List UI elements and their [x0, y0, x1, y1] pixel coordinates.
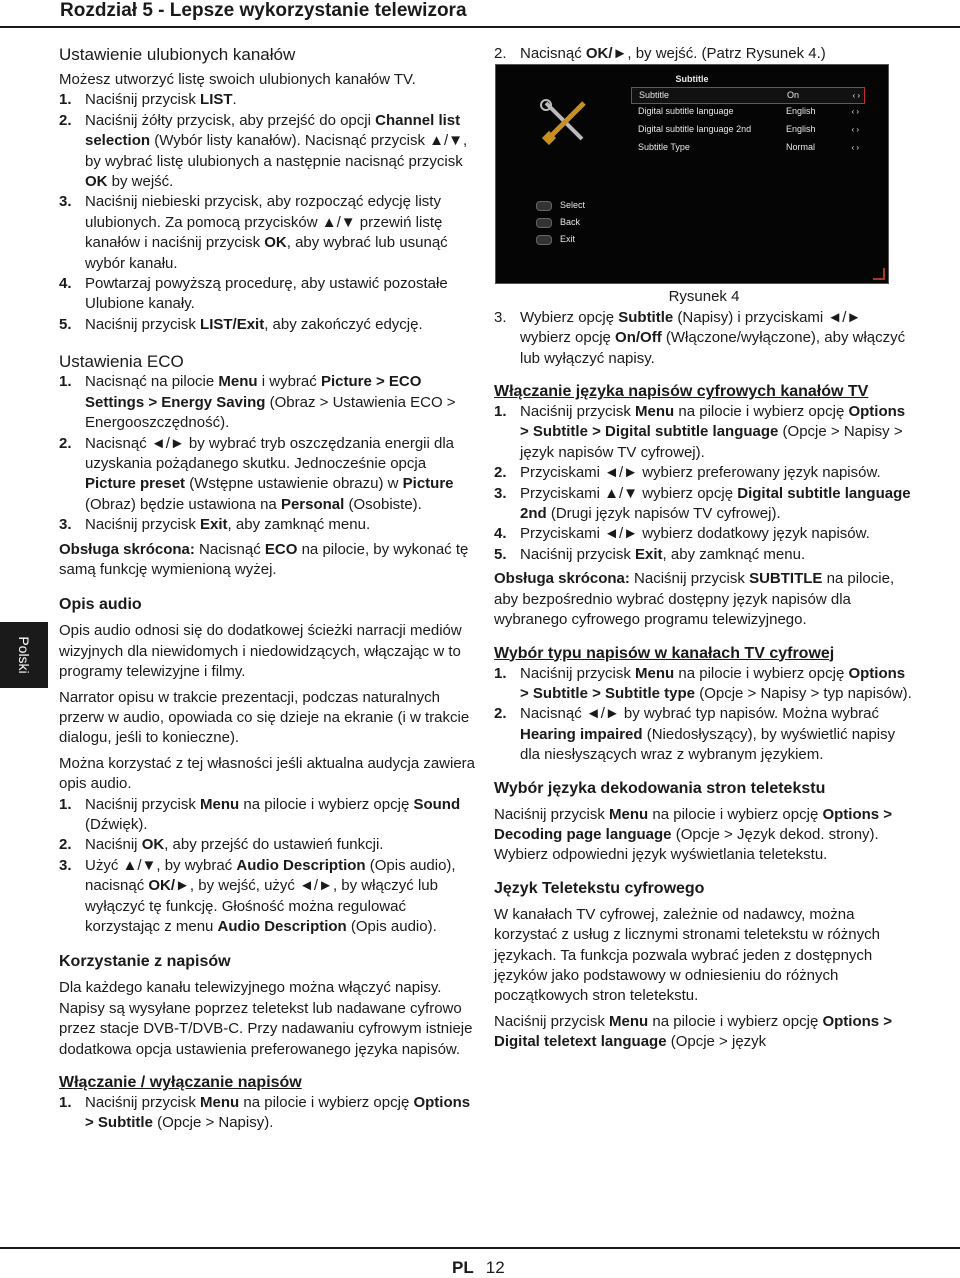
step-number: 4. [59, 275, 72, 293]
page-number: 12 [485, 1258, 505, 1277]
step-text: Naciśnij przycisk LIST/Exit, aby zakończyć edycję. [85, 315, 423, 333]
favorites-intro: Możesz utworzyć listę swoich ulubionych kanałów TV. [59, 71, 416, 88]
right-step-2: 2. Nacisnąć OK/►, by wejść. (Patrz Rysunek 4.) [494, 45, 826, 62]
list-item [59, 835, 479, 855]
footer-language: PL [452, 1258, 474, 1277]
step-number: 2. [494, 464, 507, 482]
subtitle-menu-screenshot [495, 64, 889, 284]
page-header [0, 0, 960, 28]
step-text: Przyciskami ◄/► wybierz dodatkowy język napisów. [520, 525, 870, 543]
step-number: 2. [59, 111, 72, 129]
list-item [59, 192, 479, 274]
step-number: 5. [59, 315, 72, 333]
list-item [59, 856, 479, 938]
step-number: 3. [59, 193, 72, 211]
hint-back: Back [536, 216, 580, 229]
header-rule [0, 26, 960, 28]
heading-subtitle-type: Wybór typu napisów w kanałach TV cyfrowej [494, 644, 835, 662]
list-item [494, 484, 914, 525]
step-number: 1. [59, 1094, 72, 1112]
list-item [494, 704, 914, 765]
arrows-icon: ‹ › [851, 143, 859, 153]
step-text: Naciśnij przycisk Menu na pilocie i wybierz opcję Sound (Dźwięk). [85, 795, 461, 833]
step-number: 1. [59, 795, 72, 813]
audio-p1: Opis audio odnosi się do dodatkowej ścieżki narracji mediów wizyjnych dla niewidomych i niedowidzących, włączając w to programy telewizyjne i filmy. [59, 622, 462, 681]
step-text: Naciśnij przycisk Exit, aby zamknąć menu. [85, 516, 371, 534]
corner-resize-icon [873, 268, 885, 280]
step-text: Naciśnij przycisk Menu na pilocie i wybierz opcję Options > Subtitle > Digital subtitle language (Opcje > Napisy > język napisów TV cyfrowej). [520, 403, 906, 461]
list-item [59, 795, 479, 836]
step-number: 1. [494, 664, 507, 682]
hint-select: Select [536, 199, 585, 212]
list-item [59, 434, 479, 516]
step-text: Użyć ▲/▼, by wybrać Audio Description (Opis audio), nacisnąć OK/►, by wejść, użyć ◄/►, by włączyć lub wyłączyć tę funkcję. Głośność można regulować korzystając z menu Audio Description (Opis audio). [85, 856, 456, 936]
list-item [59, 90, 479, 110]
page-footer [452, 1258, 505, 1278]
step-text: Powtarzaj powyższą procedurę, aby ustawić pozostałe Ulubione kanały. [85, 275, 448, 313]
step-text: Naciśnij przycisk Menu na pilocie i wybierz opcję Options > Subtitle > Subtitle type (Opcje > Napisy > typ napisów). [520, 664, 912, 702]
list-item [59, 315, 479, 335]
list-item [494, 664, 914, 705]
step-number: 2. [494, 705, 507, 723]
figure-caption: Rysunek 4 [668, 288, 740, 306]
list-item [59, 111, 479, 193]
list-item [494, 402, 914, 463]
step-text: Przyciskami ◄/► wybierz preferowany język napisów. [520, 464, 881, 482]
subtitles-steps [59, 1093, 479, 1134]
tools-icon [540, 99, 590, 145]
teletext-p1: W kanałach TV cyfrowej, zależnie od nadawcy, można korzystać z usług z licznymi stronami teletekstu w różnych językach. Ta funkcja pozwala wybrać jeden z dostępnych języków jako podstawowy w odniesieniu do różnych początkowych stron teletekstu. [494, 905, 880, 1005]
arrows-icon: ‹ › [851, 107, 859, 117]
step-text: Przyciskami ▲/▼ wybierz opcję Digital subtitle language 2nd (Drugi język napisów TV cyfrowej). [520, 484, 911, 523]
footer-rule [0, 1247, 960, 1249]
step-text: Nacisnąć ◄/► by wybrać typ napisów. Można wybrać Hearing impaired (Niedosłyszący), by wyświetlić napisy dla niesłyszących wraz z wybranym językiem. [520, 705, 896, 764]
arrows-icon: ‹ › [852, 91, 860, 101]
step-text: Nacisnąć na pilocie Menu i wybrać Picture > ECO Settings > Energy Saving (Obraz > Ustawienia ECO > Energooszczędność). [85, 373, 456, 432]
step-number: 3. [59, 856, 72, 874]
menu-title: Subtitle [675, 74, 709, 85]
eco-shortcut: Obsługa skrócona: Nacisnąć ECO na pilocie, by wykonać tę samą funkcję wymienioną wyżej. [59, 540, 469, 578]
left-column [59, 44, 479, 1134]
step-text: Naciśnij przycisk Menu na pilocie i wybierz opcję Options > Subtitle (Opcje > Napisy). [85, 1094, 471, 1132]
heading-audio: Opis audio [59, 596, 142, 614]
right-step-3: 3. Wybierz opcję Subtitle (Napisy) i przyciskami ◄/► wybierz opcję On/Off (Włączone/wyłączone), aby włączyć lub wyłączyć napisy. [494, 308, 906, 367]
list-item [59, 372, 479, 433]
audio-p2: Narrator opisu w trakcie prezentacji, podczas naturalnych przerw w audio, opowiada co się dzieje na ekranie (i w trakcie dialogu, jeśli to konieczne). [59, 688, 470, 747]
digital-shortcut: Obsługa skrócona: Naciśnij przycisk SUBTITLE na pilocie, aby bezpośrednio wybrać dostępny język napisów dla wybranego cyfrowego programu telewizyjnego. [494, 570, 895, 629]
button-pill-icon [536, 235, 552, 245]
step-text: Naciśnij przycisk Exit, aby zamknąć menu. [520, 545, 806, 563]
list-item [494, 524, 914, 544]
right-column [494, 44, 914, 1053]
heading-favorites: Ustawienie ulubionych kanałów [59, 45, 296, 64]
type-steps [494, 664, 914, 766]
list-item [59, 1093, 479, 1134]
menu-row-digital-language[interactable]: Digital subtitle language English ‹ › [631, 104, 863, 119]
language-side-tab [0, 622, 48, 688]
step-text: Nacisnąć ◄/► by wybrać tryb oszczędzania energii dla uzyskania pożądanego skutku. Jednocześnie opcja Picture preset (Wstępne ustawienie obrazu) w Picture (Obraz) będzie ustawiona na Personal (Osobiste). [85, 434, 455, 513]
heading-decoding: Wybór języka dekodowania stron teletekstu [494, 779, 826, 797]
step-text: Naciśnij żółty przycisk, aby przejść do opcji Channel list selection (Wybór listy kanałów). Nacisnąć przycisk ▲/▼, by wybrać listę ulubionych a następnie nacisnąć przycisk OK by wejść. [85, 111, 468, 191]
language-side-tab-label: Polski [16, 636, 32, 674]
eco-steps [59, 372, 479, 535]
step-number: 4. [494, 525, 507, 543]
heading-digital-language: Włączanie języka napisów cyfrowych kanałów TV [494, 383, 869, 401]
hint-exit: Exit [536, 233, 575, 246]
step-number: 5. [494, 545, 507, 563]
list-item [494, 463, 914, 483]
menu-row-subtitle[interactable]: Subtitle On ‹ › [631, 87, 865, 104]
heading-teletext: Język Teletekstu cyfrowego [494, 879, 705, 897]
button-pill-icon [536, 218, 552, 228]
list-item [59, 274, 479, 315]
arrows-icon: ‹ › [851, 125, 859, 135]
step-number: 3. [494, 484, 507, 502]
teletext-p2: Naciśnij przycisk Menu na pilocie i wybierz opcję Options > Digital teletext language (Opcje > język [494, 1012, 893, 1051]
heading-eco: Ustawienia ECO [59, 352, 184, 372]
step-number: 1. [59, 373, 72, 391]
step-number: 1. [59, 91, 72, 109]
chapter-title: Rozdział 5 - Lepsze wykorzystanie telewizora [60, 0, 467, 21]
decoding-text: Naciśnij przycisk Menu na pilocie i wybierz opcję Options > Decoding page language (Opcje > Język dekod. strony). Wybierz odpowiedni język wyświetlania teletekstu. [494, 805, 893, 864]
list-item [59, 515, 479, 535]
step-number: 2. [59, 836, 72, 854]
step-text: Naciśnij przycisk LIST. [85, 91, 237, 109]
menu-row-subtitle-type[interactable]: Subtitle Type Normal ‹ › [631, 140, 863, 155]
step-number: 1. [494, 403, 507, 421]
step-text: Naciśnij niebieski przycisk, aby rozpocząć edycję listy ulubionych. Za pomocą przycisków ▲/▼ przewiń listę kanałów i naciśnij przycisk OK, aby wybrać lub usunąć wybór kanału. [85, 193, 448, 272]
step-number: 2. [59, 434, 72, 452]
digital-steps [494, 402, 914, 565]
menu-row-digital-language-2nd[interactable]: Digital subtitle language 2nd English ‹ › [631, 122, 863, 137]
button-pill-icon [536, 201, 552, 211]
list-item [494, 545, 914, 565]
heading-subtitles: Korzystanie z napisów [59, 953, 231, 971]
audio-steps [59, 795, 479, 938]
heading-subtitles-onoff: Włączanie / wyłączanie napisów [59, 1074, 302, 1092]
audio-p3: Można korzystać z tej własności jeśli aktualna audycja zawiera opis audio. [59, 754, 476, 793]
step-number: 3. [59, 516, 72, 534]
subtitles-p1: Dla każdego kanału telewizyjnego można włączyć napisy. Napisy są wysyłane poprzez teletekst lub nadawane cyfrowo przez stacje DVB-T/DVB-C. Przy nadawaniu cyfrowym istnieje dodatkowa opcja ustawienia preferowanego języka napisów. [59, 979, 473, 1058]
favorites-steps [59, 90, 479, 335]
step-text: Naciśnij OK, aby przejść do ustawień funkcji. [85, 836, 384, 854]
